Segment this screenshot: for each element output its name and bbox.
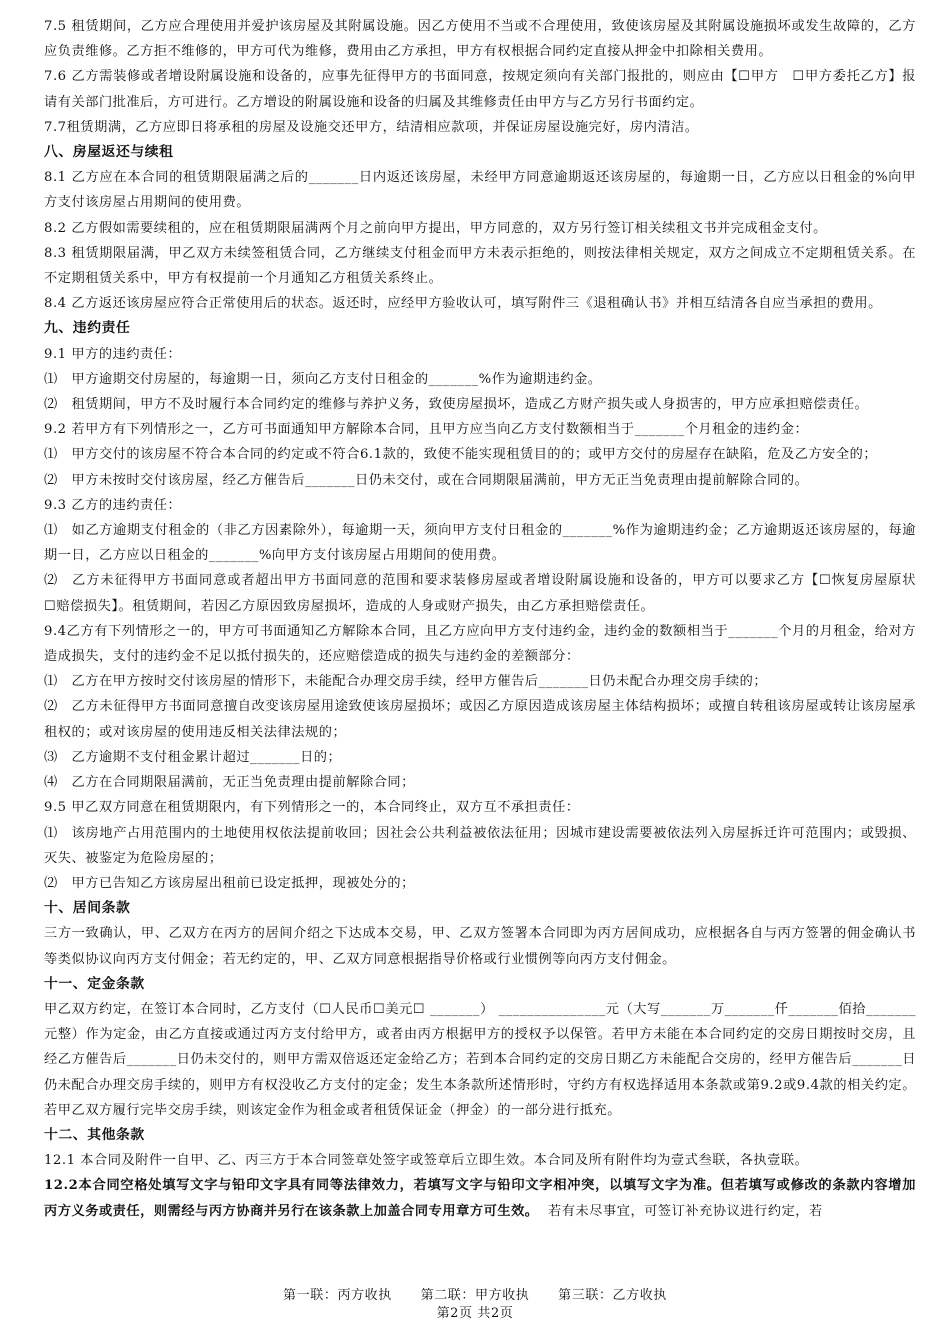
clause-paragraph: 12.1 本合同及附件一自甲、乙、丙三方于本合同签章处签字或签章后立即生效。本合同及所有附件均为壹式叁联，各执壹联。 bbox=[44, 1153, 809, 1169]
clause-paragraph: ⑶ 乙方逾期不支付租金累计超过_______日的； bbox=[44, 749, 342, 765]
contract-page-body bbox=[44, 14, 930, 1224]
copy-label-2: 第二联：甲方收执 bbox=[420, 1288, 530, 1303]
clause-paragraph: 9.2 若甲方有下列情形之一，乙方可书面通知甲方解除本合同，且甲方应当向乙方支付数额相当于_______个月租金的违约金： bbox=[44, 422, 809, 438]
clause-paragraph: 甲乙双方约定，在签订本合同时，乙方支付（☐人民币☐美元☐ _______） _______________元（大写_______万_______仟_______佰拾_______元整）作为定金，由乙方直接或通过丙方支付给甲方，或者由丙方根据甲方的授权予以保管。若甲方未能在本合同约定的交房日期按时交房，且经乙方催告后_______日仍未交付的，则甲方需双倍返还定金给乙方；若到本合同约定的交房日期乙方未能配合交房的，经甲方催告后_______日仍未配合办理交房手续的，则甲方有权没收乙方支付的定金；发生本条款所述情形时，守约方有权选择适用本条款或第9.2或9.4款的相关约定。若甲乙双方履行完毕交房手续，则该定金作为租金或者租赁保证金（押金）的一部分进行抵充。 bbox=[44, 1001, 916, 1118]
clause-paragraph: ⑵ 租赁期间，甲方不及时履行本合同约定的维修与养护义务，致使房屋损坏，造成乙方财产损失或人身损害的，甲方应承担赔偿责任。 bbox=[44, 397, 869, 413]
clause-paragraph: 7.5 租赁期间，乙方应合理使用并爱护该房屋及其附属设施。因乙方使用不当或不合理使用，致使该房屋及其附属设施损坏或发生故障的，乙方应负责维修。乙方拒不维修的，甲方可代为维修，费用由乙方承担，甲方有权根据合同约定直接从押金中扣除相关费用。 bbox=[44, 19, 916, 60]
clause-paragraph: ⑴ 如乙方逾期支付租金的（非乙方因素除外），每逾期一天，须向甲方支付日租金的_______%作为逾期违约金；乙方逾期返还该房屋的，每逾期一日，乙方应以日租金的_______%向甲方支付该房屋占用期间的使用费。 bbox=[44, 523, 916, 564]
clause-12-2-bold-text: 12.2本合同空格处填写文字与铅印文字具有同等法律效力，若填写文字与铅印文字相冲突，以填写文字为准。但若填写或修改的条款内容增加丙方义务或责任，则需经与丙方协商并另行在该条款上加盖合同专用章方可生效。 bbox=[44, 1178, 916, 1219]
clause-paragraph: 8.3 租赁期限届满，甲乙双方未续签租赁合同，乙方继续支付租金而甲方未表示拒绝的，则按法律相关规定，双方之间成立不定期租赁关系。在不定期租赁关系中，甲方有权提前一个月通知乙方租赁关系终止。 bbox=[44, 245, 916, 287]
clause-paragraph: ⑷ 乙方在合同期限届满前，无正当免责理由提前解除合同； bbox=[44, 775, 415, 791]
clause-paragraph: 三方一致确认，甲、乙双方在丙方的居间介绍之下达成本交易，甲、乙双方签署本合同即为丙方居间成功，应根据各自与丙方签署的佣金确认书等类似协议向丙方支付佣金；若无约定的，甲、乙双方同意根据指导价格或行业惯例等向丙方支付佣金。 bbox=[44, 926, 916, 967]
clause-paragraph: ⑵ 乙方未征得甲方书面同意擅自改变该房屋用途致使该房屋损坏；或因乙方原因造成该房屋主体结构损坏；或擅自转租该房屋或转让该房屋承租权的；或对该房屋的使用违反相关法律法规的； bbox=[44, 699, 916, 740]
clause-paragraph: 8.1 乙方应在本合同的租赁期限届满之后的_______日内返还该房屋，未经甲方同意逾期返还该房屋的，每逾期一日，乙方应以日租金的%向甲方支付该房屋占用期间的使用费。 bbox=[44, 170, 916, 211]
section-heading: 十一、定金条款 bbox=[44, 975, 145, 992]
copy-distribution bbox=[0, 1287, 950, 1305]
copy-label-3: 第三联：乙方收执 bbox=[558, 1288, 667, 1303]
clause-12-2-normal-text: 若有未尽事宜，可签订补充协议进行约定，若 bbox=[548, 1203, 823, 1219]
clause-paragraph: ⑴ 乙方在甲方按时交付该房屋的情形下，未能配合办理交房手续，经甲方催告后_______日仍未配合办理交房手续的； bbox=[44, 674, 768, 690]
section-heading: 九、违约责任 bbox=[44, 320, 131, 337]
clause-paragraph-12-2 bbox=[44, 1173, 916, 1223]
clause-paragraph: ⑵ 乙方未征得甲方书面同意或者超出甲方书面同意的范围和要求装修房屋或者增设附属设施和设备的，甲方可以要求乙方【☐恢复房屋原状 ☐赔偿损失】。租赁期间，若因乙方原因致房屋损坏，造成的人身或财产损失，由乙方承担赔偿责任。 bbox=[44, 573, 930, 614]
clause-paragraph: 9.3 乙方的违约责任： bbox=[44, 497, 182, 513]
page-number: 第2页 共2页 bbox=[436, 1306, 514, 1321]
clause-paragraph: 9.4乙方有下列情形之一的，甲方可书面通知乙方解除本合同，且乙方应向甲方支付违约金，违约金的数额相当于_______个月的月租金，给对方造成损失，支付的违约金不足以抵付损失的，还应赔偿造成的损失与违约金的差额部分： bbox=[44, 623, 916, 665]
section-heading: 八、房屋返还与续租 bbox=[44, 144, 174, 161]
clause-paragraph: ⑵ 甲方未按时交付该房屋，经乙方催告后_______日仍未交付，或在合同期限届满前，甲方无正当免责理由提前解除合同的。 bbox=[44, 472, 809, 488]
copy-label-1: 第一联：丙方收执 bbox=[283, 1288, 392, 1303]
clause-paragraph: ⑴ 甲方交付的该房屋不符合本合同的约定或不符合6.1款的，致使不能实现租赁目的的；或甲方交付的房屋存在缺陷，危及乙方安全的； bbox=[44, 447, 878, 463]
clause-paragraph: 7.6 乙方需装修或者增设附属设施和设备的，应事先征得甲方的书面同意，按规定须向有关部门报批的，则应由【☐甲方 ☐甲方委托乙方】报请有关部门批准后，方可进行。乙方增设的附属设施和设备的归属及其维修责任由甲方与乙方另行书面约定。 bbox=[44, 69, 916, 110]
clause-paragraph: ⑵ 甲方已告知乙方该房屋出租前已设定抵押，现被处分的； bbox=[44, 875, 415, 891]
clause-paragraph: ⑴ 甲方逾期交付房屋的，每逾期一日，须向乙方支付日租金的_______%作为逾期违约金。 bbox=[44, 371, 602, 387]
section-heading: 十、居间条款 bbox=[44, 900, 131, 917]
page-footer bbox=[0, 1287, 950, 1323]
clause-paragraph: 7.7租赁期满，乙方应即日将承租的房屋及设施交还甲方，结清相应款项，并保证房屋设施完好，房内清洁。 bbox=[44, 119, 699, 135]
clause-paragraph: 9.5 甲乙双方同意在租赁期限内，有下列情形之一的，本合同终止，双方互不承担责任： bbox=[44, 800, 580, 816]
section-heading: 十二、其他条款 bbox=[44, 1126, 145, 1143]
clause-paragraph: 8.4 乙方返还该房屋应符合正常使用后的状态。返还时，应经甲方验收认可，填写附件三《退租确认书》并相互结清各自应当承担的费用。 bbox=[44, 296, 882, 312]
clause-paragraph: ⑴ 该房地产占用范围内的土地使用权依法提前收回；因社会公共利益被依法征用；因城市建设需要被依法列入房屋拆迁许可范围内；或毁损、灭失、被鉴定为危险房屋的； bbox=[44, 825, 916, 866]
clause-paragraph: 9.1 甲方的违约责任： bbox=[44, 346, 182, 362]
clause-paragraph: 8.2 乙方假如需要续租的，应在租赁期限届满两个月之前向甲方提出，甲方同意的，双方另行签订相关续租文书并完成租金支付。 bbox=[44, 220, 827, 236]
